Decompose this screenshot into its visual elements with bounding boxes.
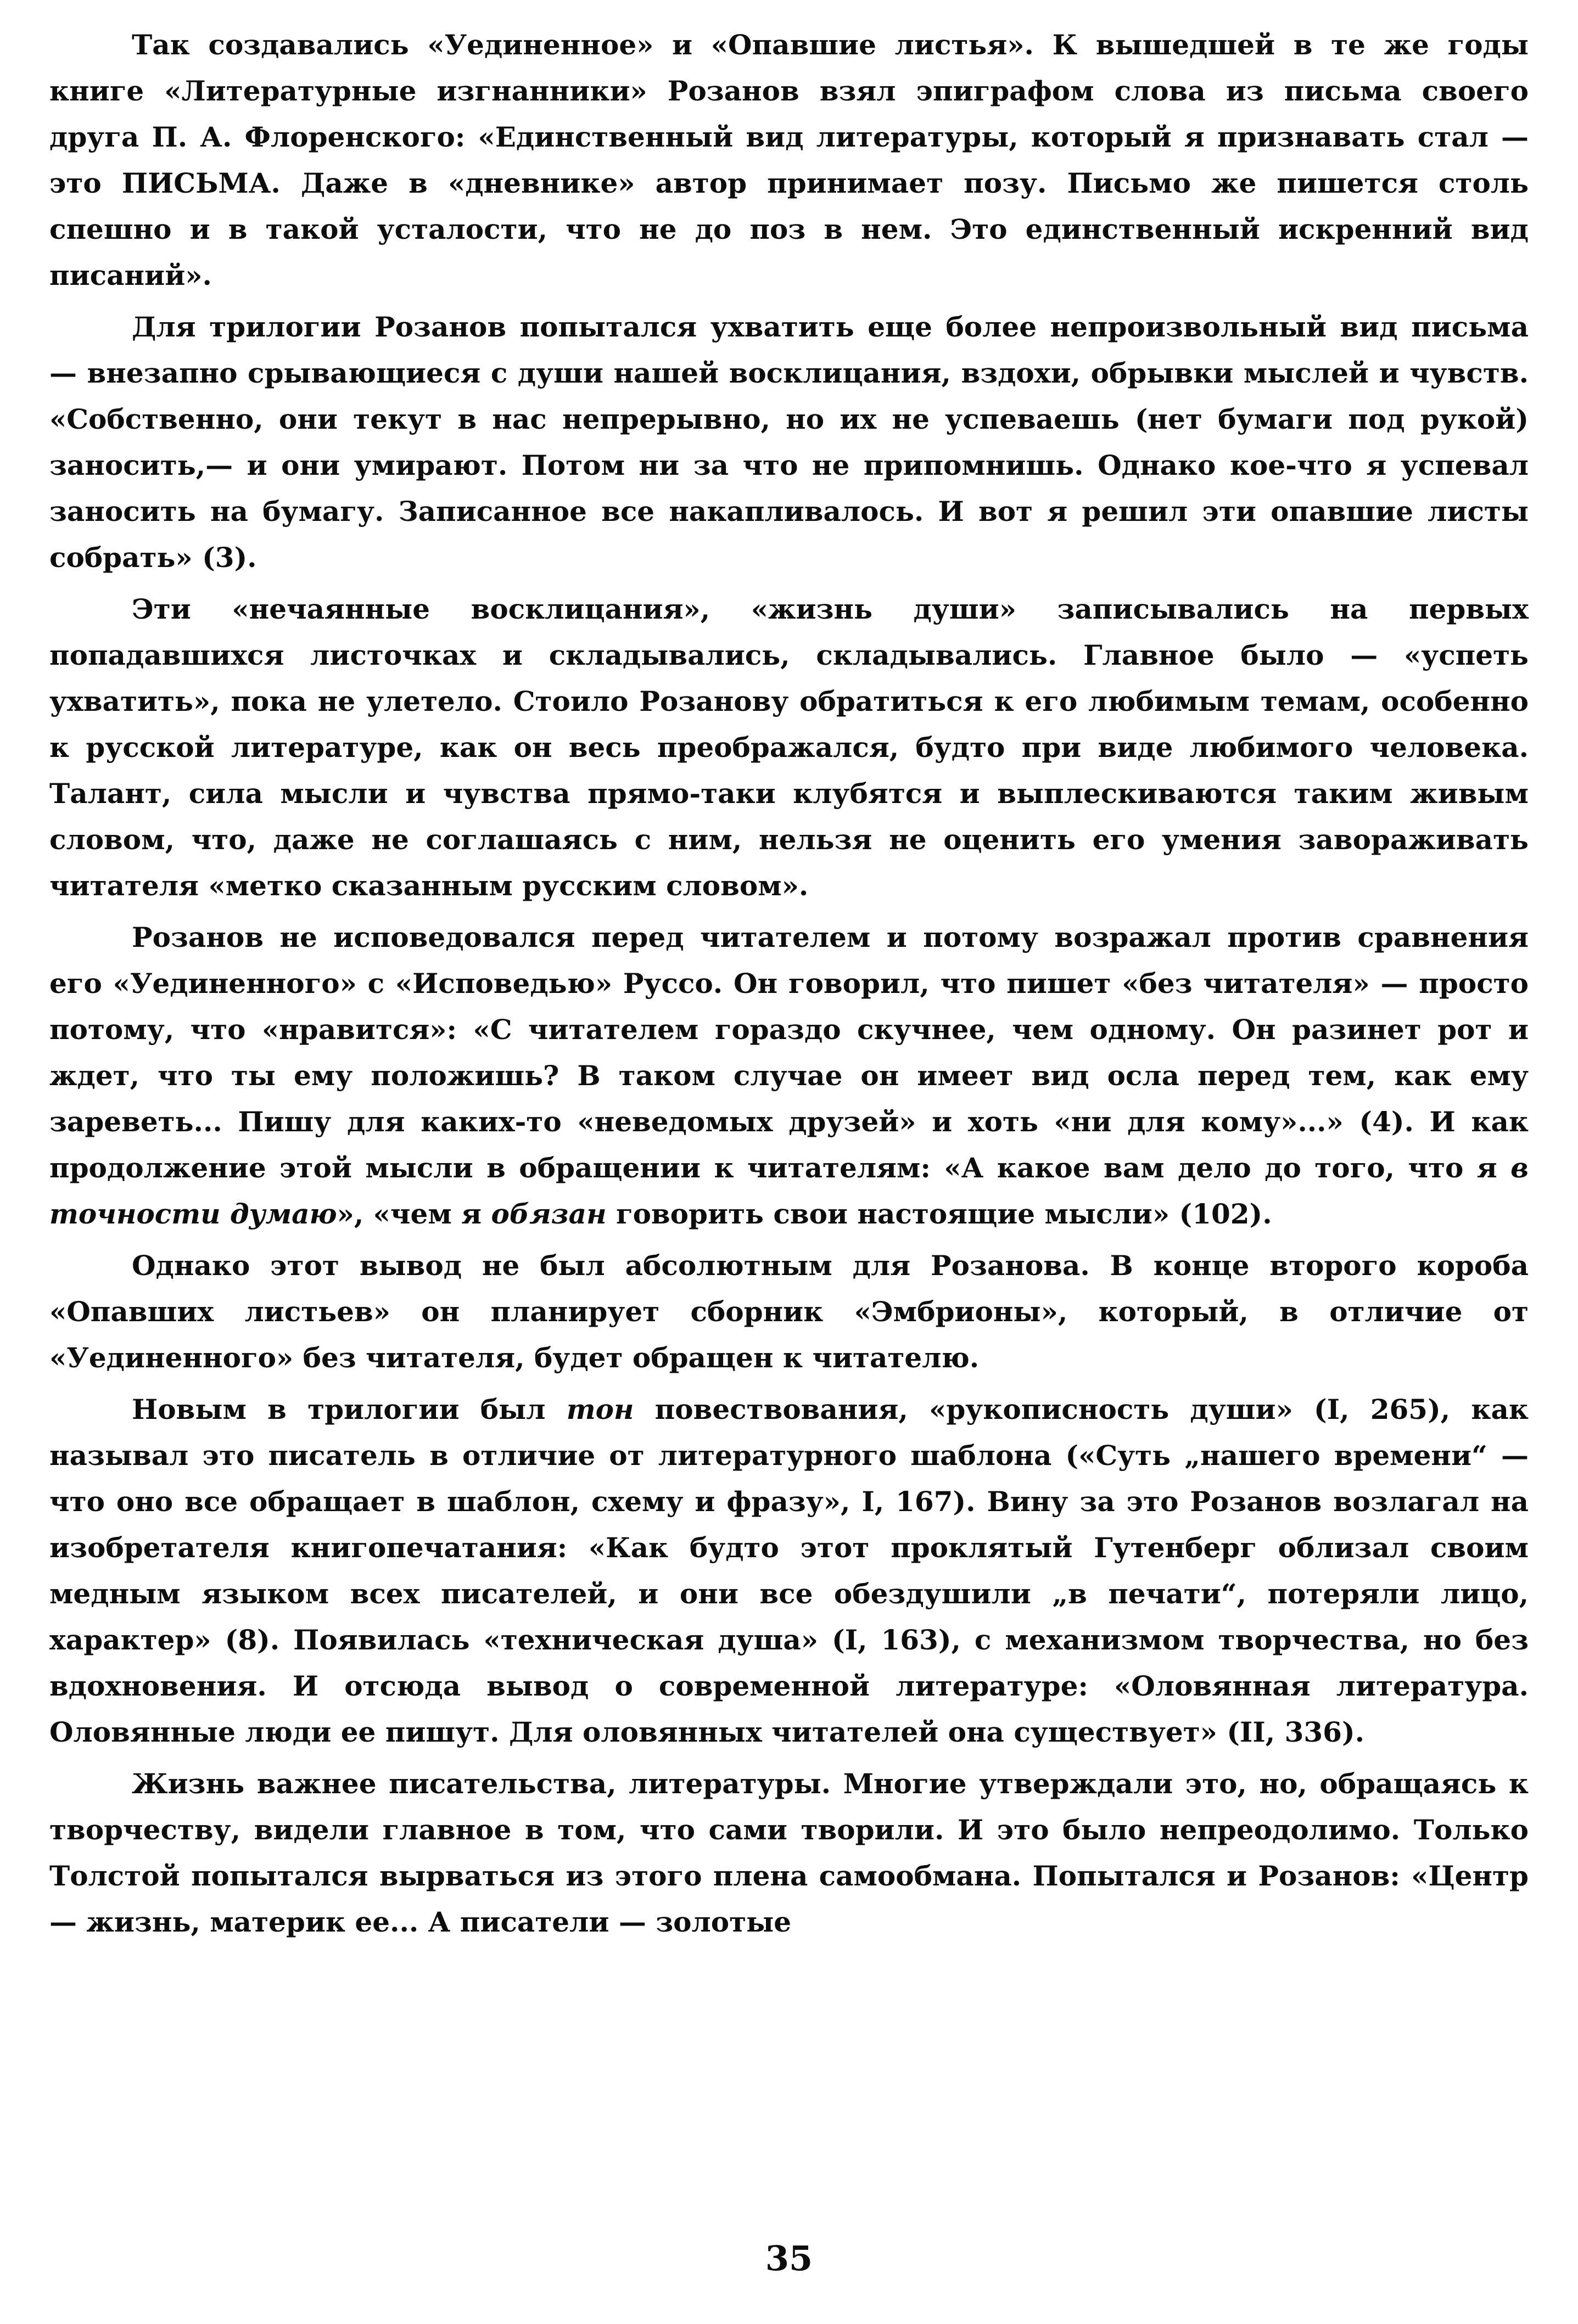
paragraph-6-italic-word: тон (566, 1393, 634, 1425)
paragraph-4-italic-word: обязан (491, 1198, 607, 1230)
paragraph-4-text-before: Розанов не исповедовался перед читателем и потому возражал против сравнения его «Уединенного» с «Исповедью» Руссо. Он говорил, что пишет «без читателя» — просто потому, что «нравится»: «С читателем гораздо скучнее, чем одному. Он разинет рот и ждет, что ты ему положишь? В таком случае он имеет вид осла перед тем, как ему зареветь... Пишу для каких-то «неведомых друзей» и хоть «ни для кому»...» (4). И как продолжение этой мысли в обращении к читателям: «А какое вам дело до того, что я (49, 921, 1529, 1184)
paragraph-4-text-middle: », «чем я (337, 1198, 491, 1230)
book-page (49, 22, 1529, 2300)
paragraph-1: Так создавались «Уединенное» и «Опавшие листья». К вышедшей в те же годы книге «Литературные изгнанники» Розанов взял эпиграфом слова из письма своего друга П. А. Флоренского: «Единственный вид литературы, который я признавать стал — это ПИСЬМА. Даже в «дневнике» автор принимает позу. Письмо же пишется столь спешно и в такой усталости, что не до поз в нем. Это единственный искренний вид писаний». (49, 29, 1529, 291)
paragraph-2: Для трилогии Розанов попытался ухватить еще более непроизвольный вид письма — внезапно срывающиеся с души нашей восклицания, вздохи, обрывки мыслей и чувств. «Собственно, они текут в нас непрерывно, но их не успеваешь (нет бумаги под рукой) заносить,— и они умирают. Потом ни за что не припомнишь. Однако кое-что я успевал заносить на бумагу. Записанное все накапливалось. И вот я решил эти опавшие листы собрать» (3). (49, 311, 1529, 574)
paragraph-4-text-after: говорить свои настоящие мысли» (102). (606, 1198, 1272, 1230)
text-body (49, 22, 1529, 1951)
paragraph-4 (49, 914, 1529, 1237)
page-number: 35 (765, 2238, 813, 2278)
paragraph-3: Эти «нечаянные восклицания», «жизнь души» записывались на первых попадавшихся листочках и складывались, складывались. Главное было — «успеть ухватить», пока не улетело. Стоило Розанову обратиться к его любимым темам, особенно к русской литературе, как он весь преображался, будто при виде любимого человека. Талант, сила мысли и чувства прямо-таки клубятся и выплескиваются таким живым словом, что, даже не соглашаясь с ним, нельзя не оценить его умения завораживать читателя «метко сказанным русским словом». (49, 593, 1529, 902)
paragraph-4-italic-phrase: в точности думаю (49, 1152, 1529, 1230)
paragraph-6-text-before: Новым в трилогии был (132, 1393, 567, 1425)
paragraph-5: Однако этот вывод не был абсолютным для Розанова. В конце второго короба «Опавших листьев» он планирует сборник «Эмбрионы», который, в отличие от «Уединенного» без читателя, будет обращен к читателю. (49, 1249, 1529, 1374)
paragraph-6 (49, 1386, 1529, 1755)
paragraph-6-text-after: повествования, «рукописность души» (I, 265), как называл это писатель в отличие от литературного шаблона («Суть „нашего времени“ — что оно все обращает в шаблон, схему и фразу», I, 167). Вину за это Розанов возлагал на изобретателя книгопечатания: «Как будто этот проклятый Гутенберг облизал своим медным языком всех писателей, и они все обездушили „в печати“, потеряли лицо, характер» (8). Появилась «техническая душа» (I, 163), с механизмом творчества, но без вдохновения. И отсюда вывод о современной литературе: «Оловянная литература. Оловянные люди ее пишут. Для оловянных читателей она существует» (II, 336). (49, 1393, 1529, 1748)
paragraph-7: Жизнь важнее писательства, литературы. Многие утверждали это, но, обращаясь к творчеству, видели главное в том, что сами творили. И это было непреодолимо. Только Толстой попытался вырваться из этого плена самообмана. Попытался и Розанов: «Центр — жизнь, материк ее... А писатели — золотые (49, 1767, 1529, 1938)
